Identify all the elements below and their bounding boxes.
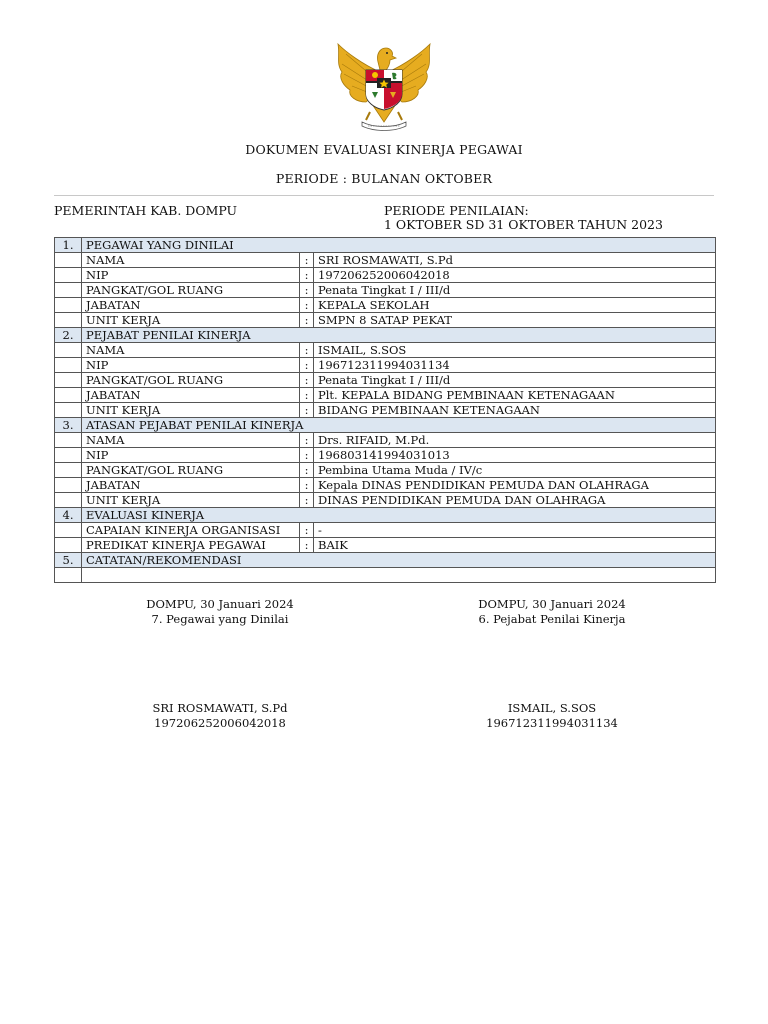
row-value: - xyxy=(314,523,716,538)
row-label: PANGKAT/GOL RUANG xyxy=(82,463,300,478)
row-label: PANGKAT/GOL RUANG xyxy=(82,373,300,388)
table-row: PANGKAT/GOL RUANG : Pembina Utama Muda / IV/c xyxy=(55,463,716,478)
section-number: 5. xyxy=(55,553,82,568)
signatory-nip: 196712311994031134 xyxy=(486,716,618,730)
table-row: NIP : 196712311994031134 xyxy=(55,358,716,373)
signatory-name: SRI ROSMAWATI, S.Pd xyxy=(152,701,288,715)
periode-penilaian xyxy=(384,204,663,232)
right-signature-block xyxy=(452,597,652,627)
row-label: JABATAN xyxy=(82,388,300,403)
row-value: 196712311994031134 xyxy=(314,358,716,373)
section-title: PEJABAT PENILAI KINERJA xyxy=(82,328,716,343)
row-value: Kepala DINAS PENDIDIKAN PEMUDA DAN OLAHRAGA xyxy=(314,478,716,493)
head xyxy=(377,48,396,70)
row-value: Drs. RIFAID, M.Pd. xyxy=(314,433,716,448)
section-number: 3. xyxy=(55,418,82,433)
divider xyxy=(54,195,714,196)
row-label: CAPAIAN KINERJA ORGANISASI xyxy=(82,523,300,538)
signature-role: 6. Pejabat Penilai Kinerja xyxy=(478,612,626,626)
row-label: NAMA xyxy=(82,433,300,448)
section-header-3 xyxy=(55,418,716,433)
row-value: BAIK xyxy=(314,538,716,553)
table-row: JABATAN : KEPALA SEKOLAH xyxy=(55,298,716,313)
row-label: NIP xyxy=(82,268,300,283)
table-row: JABATAN : Plt. KEPALA BIDANG PEMBINAAN KETENAGAAN xyxy=(55,388,716,403)
pemerintah-label: PEMERINTAH KAB. DOMPU xyxy=(54,203,238,218)
row-value: Penata Tingkat I / III/d xyxy=(314,283,716,298)
table-row: JABATAN : Kepala DINAS PENDIDIKAN PEMUDA DAN OLAHRAGA xyxy=(55,478,716,493)
row-label: PANGKAT/GOL RUANG xyxy=(82,283,300,298)
row-label: NIP xyxy=(82,448,300,463)
section-title: EVALUASI KINERJA xyxy=(82,508,716,523)
signature-place-date: DOMPU, 30 Januari 2024 xyxy=(146,597,294,611)
row-label: PREDIKAT KINERJA PEGAWAI xyxy=(82,538,300,553)
row-value: DINAS PENDIDIKAN PEMUDA DAN OLAHRAGA xyxy=(314,493,716,508)
document-title: DOKUMEN EVALUASI KINERJA PEGAWAI xyxy=(245,142,523,157)
table-row: NAMA : Drs. RIFAID, M.Pd. xyxy=(55,433,716,448)
table-row: NAMA : ISMAIL, S.SOS xyxy=(55,343,716,358)
table-row: PANGKAT/GOL RUANG : Penata Tingkat I / III/d xyxy=(55,373,716,388)
row-label: NAMA xyxy=(82,253,300,268)
section-header-4 xyxy=(55,508,716,523)
table-row: UNIT KERJA : BIDANG PEMBINAAN KETENAGAAN xyxy=(55,403,716,418)
document-period: PERIODE : BULANAN OKTOBER xyxy=(275,171,493,186)
right-signatory xyxy=(452,701,652,731)
signature-role: 7. Pegawai yang Dinilai xyxy=(151,612,289,626)
periode-value: 1 OKTOBER SD 31 OKTOBER TAHUN 2023 xyxy=(384,217,663,232)
row-label: NIP xyxy=(82,358,300,373)
section-header-2 xyxy=(55,328,716,343)
left-signatory xyxy=(120,701,320,731)
table-row: CAPAIAN KINERJA ORGANISASI : - xyxy=(55,523,716,538)
left-signature-block xyxy=(120,597,320,627)
section-number: 1. xyxy=(55,238,82,253)
table-row: UNIT KERJA : SMPN 8 SATAP PEKAT xyxy=(55,313,716,328)
row-value: 196803141994031013 xyxy=(314,448,716,463)
evaluation-table xyxy=(54,237,716,583)
garuda-emblem xyxy=(332,42,436,134)
row-value: SRI ROSMAWATI, S.Pd xyxy=(314,253,716,268)
table-row: NAMA : SRI ROSMAWATI, S.Pd xyxy=(55,253,716,268)
row-value: Penata Tingkat I / III/d xyxy=(314,373,716,388)
row-value: SMPN 8 SATAP PEKAT xyxy=(314,313,716,328)
row-label: UNIT KERJA xyxy=(82,493,300,508)
recommendation-note xyxy=(82,568,716,583)
table-row: PREDIKAT KINERJA PEGAWAI : BAIK xyxy=(55,538,716,553)
row-label: JABATAN xyxy=(82,478,300,493)
table-row: PANGKAT/GOL RUANG : Penata Tingkat I / III/d xyxy=(55,283,716,298)
row-value: Pembina Utama Muda / IV/c xyxy=(314,463,716,478)
table-row xyxy=(55,568,716,583)
section-title: ATASAN PEJABAT PENILAI KINERJA xyxy=(82,418,716,433)
signatory-name: ISMAIL, S.SOS xyxy=(507,701,597,715)
shield xyxy=(366,70,402,110)
table-row: NIP : 197206252006042018 xyxy=(55,268,716,283)
section-header-5 xyxy=(55,553,716,568)
row-label: UNIT KERJA xyxy=(82,313,300,328)
section-title: CATATAN/REKOMENDASI xyxy=(82,553,716,568)
row-value: ISMAIL, S.SOS xyxy=(314,343,716,358)
row-value: 197206252006042018 xyxy=(314,268,716,283)
section-title: PEGAWAI YANG DINILAI xyxy=(82,238,716,253)
row-value: Plt. KEPALA BIDANG PEMBINAAN KETENAGAAN xyxy=(314,388,716,403)
periode-label: PERIODE PENILAIAN: xyxy=(384,203,529,218)
row-value: BIDANG PEMBINAAN KETENAGAAN xyxy=(314,403,716,418)
section-number: 2. xyxy=(55,328,82,343)
row-label: UNIT KERJA xyxy=(82,403,300,418)
signatory-nip: 197206252006042018 xyxy=(154,716,286,730)
row-label: JABATAN xyxy=(82,298,300,313)
row-label: NAMA xyxy=(82,343,300,358)
row-value: KEPALA SEKOLAH xyxy=(314,298,716,313)
signature-place-date: DOMPU, 30 Januari 2024 xyxy=(478,597,626,611)
table-row: NIP : 196803141994031013 xyxy=(55,448,716,463)
section-header-1 xyxy=(55,238,716,253)
table-row: UNIT KERJA : DINAS PENDIDIKAN PEMUDA DAN OLAHRAGA xyxy=(55,493,716,508)
section-number: 4. xyxy=(55,508,82,523)
